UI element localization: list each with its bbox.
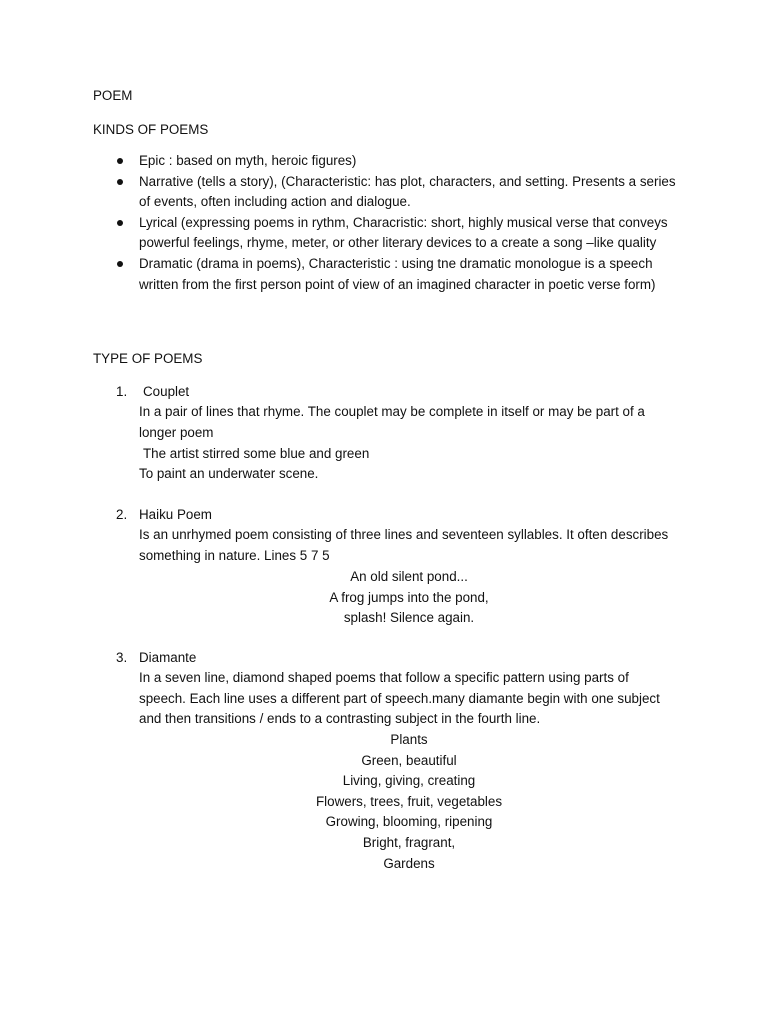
list-item <box>0 254 679 295</box>
example-line: Green, beautiful <box>361 752 457 768</box>
list-item-text: Lyrical (expressing poems in rythm, Characristic: short, highly musical verse that conveys powerful feelings, rhyme, meter, or other literary devices to a create a song –like quality <box>139 214 668 251</box>
example-line: splash! Silence again. <box>343 610 475 626</box>
example-line: Growing, blooming, ripening <box>325 814 493 830</box>
example-line: Gardens <box>383 855 435 871</box>
list-item-text: Narrative (tells a story), (Characteristic: has plot, characters, and setting. Presents a series of events, often including action and dialogue. <box>139 173 676 210</box>
types-heading: TYPE OF POEMS <box>93 351 203 366</box>
kinds-heading: KINDS OF POEMS <box>93 122 209 137</box>
list-item <box>0 213 679 254</box>
example-line: Bright, fragrant, <box>362 834 456 850</box>
list-item-text: Epic : based on myth, heroic figures) <box>139 153 357 168</box>
example-line: To paint an underwater scene. <box>139 466 319 481</box>
section-number: 1. <box>116 384 128 399</box>
example-line: Plants <box>390 732 428 747</box>
list-item <box>0 151 679 172</box>
section-title: Diamante <box>139 650 197 665</box>
poem-example <box>139 730 679 874</box>
bullet-icon <box>117 158 123 164</box>
section-number: 2. <box>116 507 128 522</box>
section-description: Is an unrhymed poem consisting of three lines and seventeen syllables. It often describes something in nature. Lines 5 7 5 <box>139 527 669 563</box>
list-item-text: Dramatic (drama in poems), Characteristic : using tne dramatic monologue is a speech written from the first person point of view of an imagined character in poetic verse form) <box>139 255 656 292</box>
section-number: 3. <box>116 650 128 665</box>
example-line: Flowers, trees, fruit, vegetables <box>315 793 503 809</box>
bullet-icon <box>117 261 123 267</box>
kinds-list <box>0 151 768 295</box>
bullet-icon <box>117 220 123 226</box>
example-line: A frog jumps into the pond, <box>329 589 489 605</box>
section-title: Couplet <box>143 384 190 399</box>
section-description: In a seven line, diamond shaped poems that follow a specific pattern using parts of speech. Each line uses a different part of speech.many diamante begin with one subject and then transitions / ends to a contrasting subject in the fourth line. <box>139 670 660 727</box>
section-title: Haiku Poem <box>139 507 212 522</box>
example-line: Living, giving, creating <box>342 773 476 789</box>
bullet-icon <box>117 179 123 185</box>
section-description: In a pair of lines that rhyme. The couplet may be complete in itself or may be part of a longer poem <box>139 404 645 440</box>
example-line: The artist stirred some blue and green <box>143 446 370 461</box>
list-item <box>0 172 679 213</box>
example-line: An old silent pond... <box>350 569 468 584</box>
poem-example <box>139 567 679 629</box>
document-title: POEM <box>93 88 133 103</box>
